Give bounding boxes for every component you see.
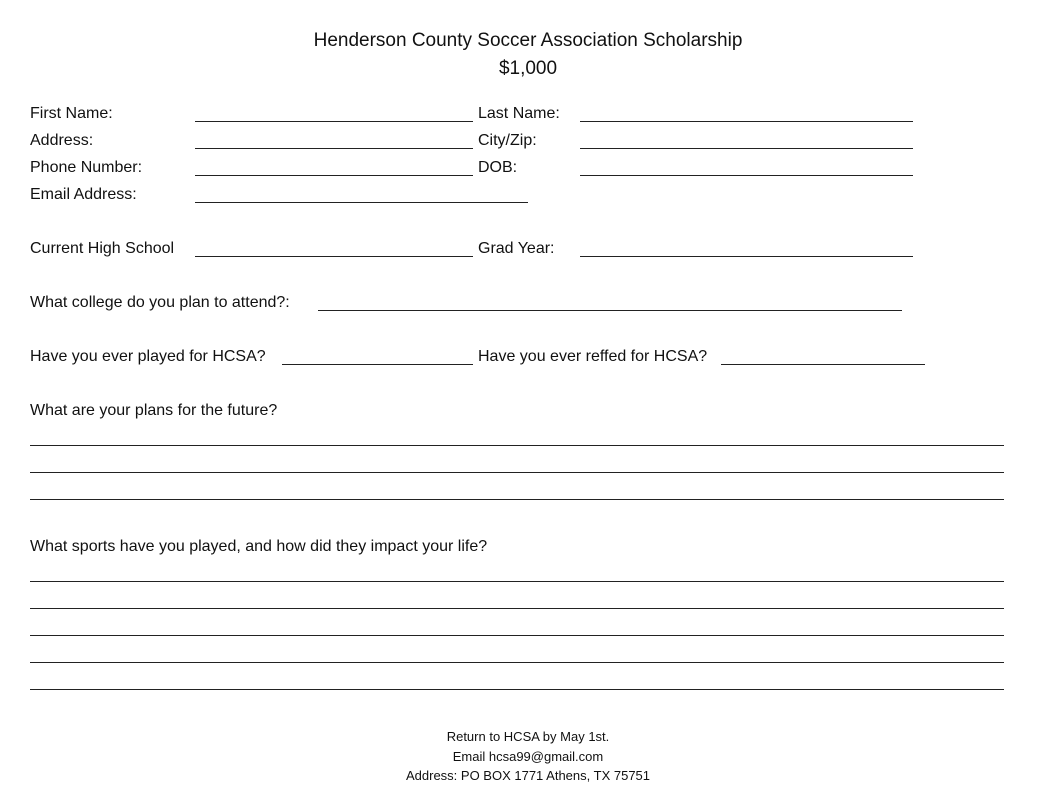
address-field[interactable] [195,148,473,149]
email-field[interactable] [195,202,528,203]
grad-year-label: Grad Year: [478,240,555,257]
future-plans-line[interactable] [30,445,1004,446]
played-hcsa-field[interactable] [282,364,473,365]
played-hcsa-label: Have you ever played for HCSA? [30,348,266,365]
first-name-label: First Name: [30,105,113,122]
sports-label: What sports have you played, and how did they impact your life? [30,538,488,555]
footer-return-deadline: Return to HCSA by May 1st. [446,729,610,744]
sports-line[interactable] [30,608,1004,609]
future-plans-label: What are your plans for the future? [30,402,278,419]
city-zip-field[interactable] [580,148,913,149]
sports-line[interactable] [30,635,1004,636]
page-title: Henderson County Soccer Association Scholarship [313,30,743,51]
high-school-field[interactable] [195,256,473,257]
dob-field[interactable] [580,175,913,176]
sports-line[interactable] [30,689,1004,690]
college-field[interactable] [318,310,902,311]
city-zip-label: City/Zip: [478,132,537,149]
future-plans-line[interactable] [30,499,1004,500]
email-label: Email Address: [30,186,137,203]
future-plans-line[interactable] [30,472,1004,473]
scholarship-amount: $1,000 [498,58,558,79]
last-name-field[interactable] [580,121,913,122]
first-name-field[interactable] [195,121,473,122]
sports-line[interactable] [30,662,1004,663]
reffed-hcsa-label: Have you ever reffed for HCSA? [478,348,708,365]
phone-label: Phone Number: [30,159,143,176]
dob-label: DOB: [478,159,518,176]
grad-year-field[interactable] [580,256,913,257]
college-label: What college do you plan to attend?: [30,294,290,311]
reffed-hcsa-field[interactable] [721,364,925,365]
address-label: Address: [30,132,94,149]
last-name-label: Last Name: [478,105,560,122]
high-school-label: Current High School [30,240,175,257]
footer-address: Address: PO BOX 1771 Athens, TX 75751 [405,768,651,783]
sports-line[interactable] [30,581,1004,582]
footer-email: Email hcsa99@gmail.com [452,748,604,764]
phone-field[interactable] [195,175,473,176]
